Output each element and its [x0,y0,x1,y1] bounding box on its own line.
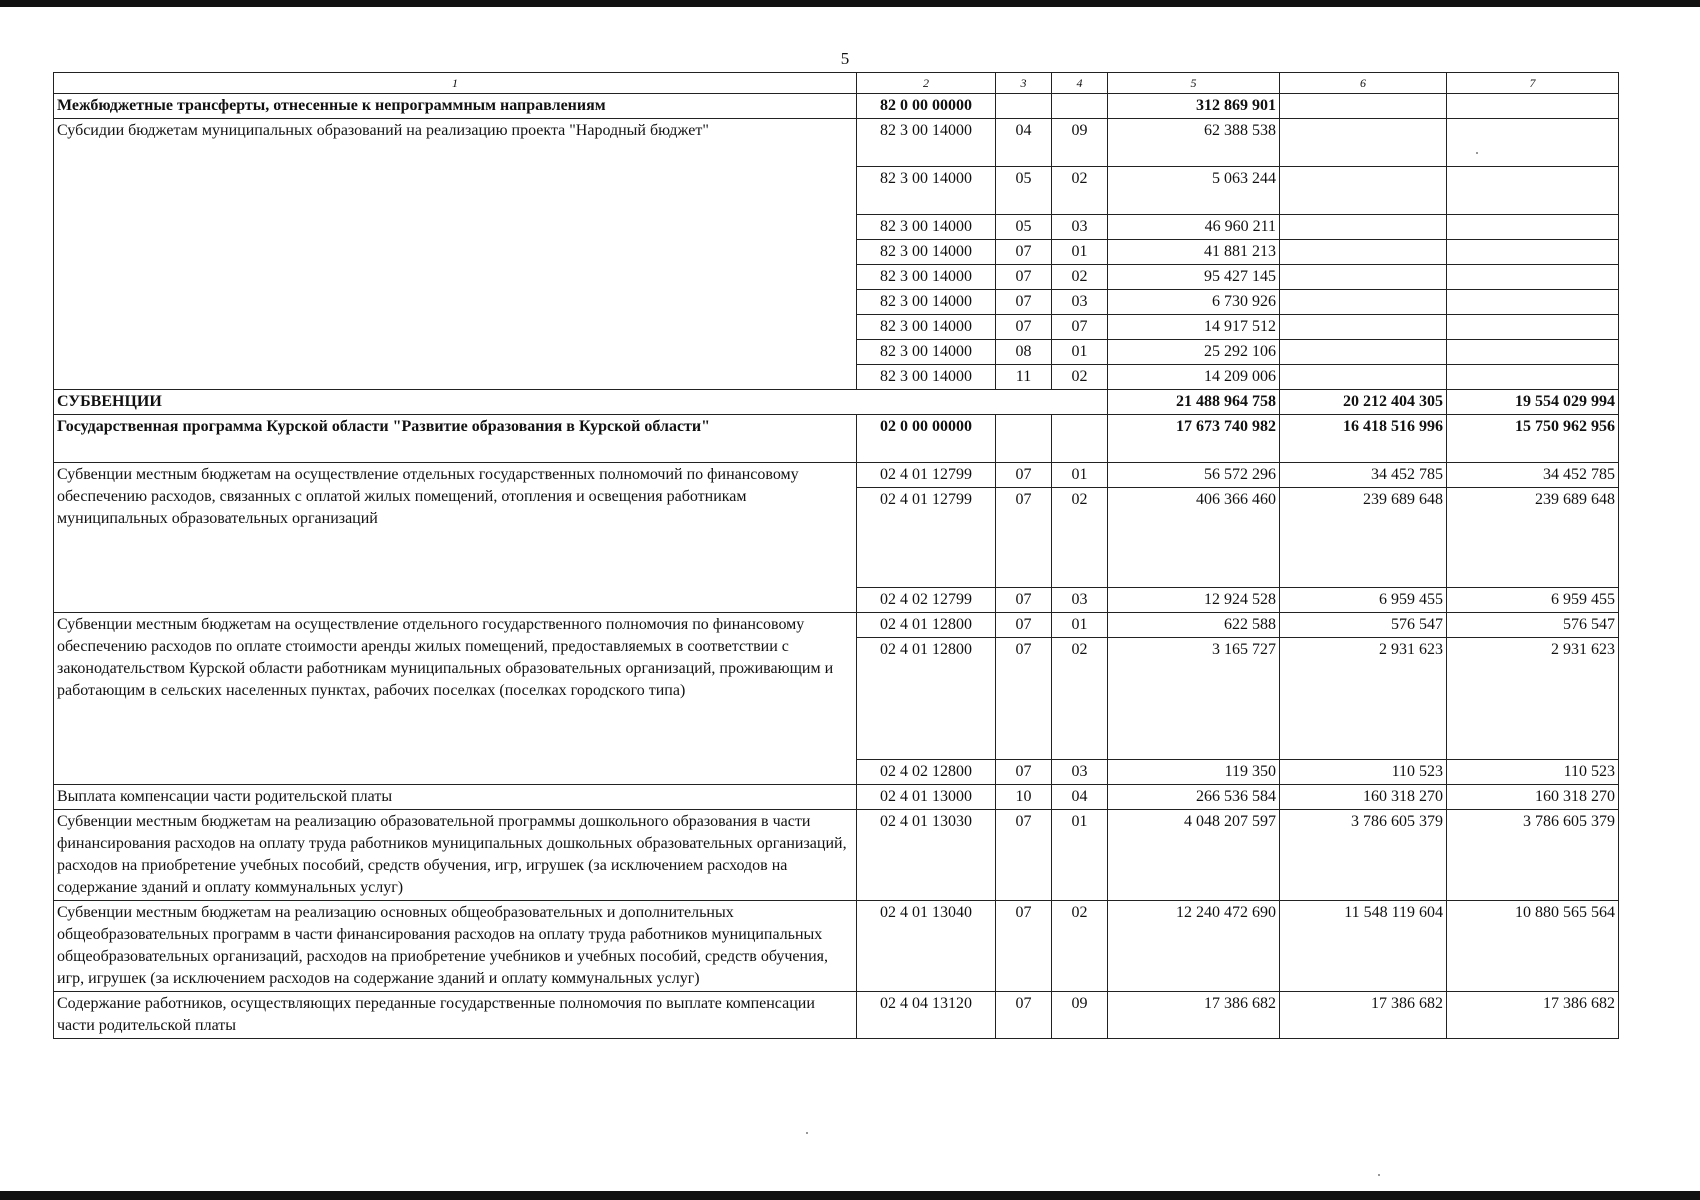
row-section: 11 [996,365,1052,390]
row-subsection: 01 [1052,240,1108,265]
row-value-5: 4 048 207 597 [1108,810,1280,901]
row-section: 07 [996,290,1052,315]
row-value-7 [1447,215,1619,240]
row-value-5: 14 209 006 [1108,365,1280,390]
row-value-5: 6 730 926 [1108,290,1280,315]
row-value-5: 41 881 213 [1108,240,1280,265]
row-code: 02 4 01 13030 [857,810,996,901]
row-section: 05 [996,215,1052,240]
row-value-5: 12 240 472 690 [1108,901,1280,992]
row-name: Субвенции местным бюджетам на осуществление отдельного государственного полномочия по финансовому обеспечению расходов по оплате стоимости аренды жилых помещений, предоставляемых в соответствии с законодательством Курской области работникам муниципальных образовательных организаций, проживающим и работающим в сельских населенных пунктах, рабочих поселках (поселках городского типа) [54,613,857,785]
row-subsection: 02 [1052,365,1108,390]
row-value-6 [1280,290,1447,315]
row-value-7: 34 452 785 [1447,463,1619,488]
row-code: 02 4 04 13120 [857,992,996,1039]
row-value-5: 17 386 682 [1108,992,1280,1039]
row-name: Межбюджетные трансферты, отнесенные к непрограммным направлениям [54,94,857,119]
row-value-6: 20 212 404 305 [1280,390,1447,415]
row-name: Государственная программа Курской области "Развитие образования в Курской области" [54,415,857,463]
row-value-7 [1447,167,1619,215]
row-value-6: 34 452 785 [1280,463,1447,488]
row-value-5: 5 063 244 [1108,167,1280,215]
row-subsection: 02 [1052,265,1108,290]
row-code: 82 3 00 14000 [857,119,996,167]
row-subsection: 02 [1052,638,1108,760]
scan-border-top [0,0,1700,7]
row-code: 82 3 00 14000 [857,340,996,365]
row-section [996,94,1052,119]
row-value-7: 6 959 455 [1447,588,1619,613]
row-value-6: 11 548 119 604 [1280,901,1447,992]
row-subsection: 03 [1052,760,1108,785]
row-value-6: 17 386 682 [1280,992,1447,1039]
row-section: 08 [996,340,1052,365]
row-value-7: 2 931 623 [1447,638,1619,760]
row-section: 10 [996,785,1052,810]
row-value-7 [1447,290,1619,315]
row-value-6 [1280,340,1447,365]
row-value-7: 3 786 605 379 [1447,810,1619,901]
table-row [54,390,1619,415]
row-value-5: 406 366 460 [1108,488,1280,588]
page-number: 5 [840,49,850,68]
row-value-6: 239 689 648 [1280,488,1447,588]
row-section: 07 [996,265,1052,290]
col-header-4: 4 [1052,73,1108,94]
row-subsection: 01 [1052,810,1108,901]
row-code: 82 3 00 14000 [857,365,996,390]
row-code: 82 3 00 14000 [857,167,996,215]
table-row [54,810,1619,901]
row-code: 02 4 01 12799 [857,463,996,488]
row-section: 07 [996,240,1052,265]
row-value-7: 17 386 682 [1447,992,1619,1039]
row-code: 02 4 02 12800 [857,760,996,785]
row-subsection: 07 [1052,315,1108,340]
table-row [54,992,1619,1039]
row-value-5: 14 917 512 [1108,315,1280,340]
row-value-6 [1280,167,1447,215]
row-value-5: 3 165 727 [1108,638,1280,760]
row-value-5: 62 388 538 [1108,119,1280,167]
row-subsection: 01 [1052,340,1108,365]
row-value-7: 110 523 [1447,760,1619,785]
table-row [54,415,1619,463]
row-value-6 [1280,365,1447,390]
row-value-5: 17 673 740 982 [1108,415,1280,463]
row-value-5: 119 350 [1108,760,1280,785]
row-value-6: 576 547 [1280,613,1447,638]
row-subsection: 09 [1052,119,1108,167]
row-code: 02 4 01 13000 [857,785,996,810]
scan-speck [806,1132,808,1134]
row-name: СУБВЕНЦИИ [54,390,1108,415]
row-value-7: 576 547 [1447,613,1619,638]
row-code: 82 3 00 14000 [857,290,996,315]
row-value-5: 95 427 145 [1108,265,1280,290]
row-section: 07 [996,901,1052,992]
table-row [54,785,1619,810]
row-value-5: 12 924 528 [1108,588,1280,613]
row-value-5: 21 488 964 758 [1108,390,1280,415]
row-code: 02 4 01 12800 [857,613,996,638]
table-row [54,901,1619,992]
row-name: Субвенции местным бюджетам на осуществление отдельных государственных полномочий по финансовому обеспечению расходов, связанных с оплатой жилых помещений, отопления и освещения работникам муниципальных образовательных организаций [54,463,857,613]
row-subsection: 04 [1052,785,1108,810]
row-code: 02 4 01 12800 [857,638,996,760]
row-section: 07 [996,488,1052,588]
row-name: Субвенции местным бюджетам на реализацию образовательной программы дошкольного образования в части финансирования расходов на оплату труда работников муниципальных дошкольных образовательных организаций, расходов на приобретение учебных пособий, средств обучения, игр, игрушек (за исключением расходов на содержание зданий и оплату коммунальных услуг) [54,810,857,901]
row-value-7 [1447,119,1619,167]
row-value-7: 160 318 270 [1447,785,1619,810]
row-subsection: 01 [1052,613,1108,638]
row-value-7 [1447,315,1619,340]
row-subsection: 09 [1052,992,1108,1039]
table-row [54,119,1619,167]
row-name: Выплата компенсации части родительской платы [54,785,857,810]
row-subsection: 02 [1052,488,1108,588]
row-name: Содержание работников, осуществляющих переданные государственные полномочия по выплате компенсации части родительской платы [54,992,857,1039]
row-subsection [1052,94,1108,119]
row-value-6: 110 523 [1280,760,1447,785]
col-header-1: 1 [54,73,857,94]
row-section: 07 [996,588,1052,613]
row-subsection: 01 [1052,463,1108,488]
row-value-5: 266 536 584 [1108,785,1280,810]
row-value-6: 3 786 605 379 [1280,810,1447,901]
row-section: 05 [996,167,1052,215]
row-section: 07 [996,992,1052,1039]
row-subsection: 03 [1052,290,1108,315]
row-value-6 [1280,240,1447,265]
row-code: 82 0 00 00000 [857,94,996,119]
row-code: 82 3 00 14000 [857,265,996,290]
row-value-5: 56 572 296 [1108,463,1280,488]
row-section [996,415,1052,463]
row-value-6 [1280,119,1447,167]
budget-table [53,72,1619,1039]
row-name: Субсидии бюджетам муниципальных образований на реализацию проекта "Народный бюджет" [54,119,857,390]
table-row [54,613,1619,638]
row-section: 07 [996,315,1052,340]
row-value-7 [1447,340,1619,365]
row-subsection: 02 [1052,901,1108,992]
row-value-7 [1447,265,1619,290]
row-value-6: 16 418 516 996 [1280,415,1447,463]
row-section: 07 [996,638,1052,760]
row-value-5: 46 960 211 [1108,215,1280,240]
row-value-6 [1280,94,1447,119]
col-header-2: 2 [857,73,996,94]
row-name: Субвенции местным бюджетам на реализацию основных общеобразовательных и дополнительных общеобразовательных программ в части финансирования расходов на оплату труда работников муниципальных общеобразовательных организаций, расходов на приобретение учебников и учебных пособий, средств обучения, игр, игрушек (за исключением расходов на содержание зданий и оплату коммунальных услуг) [54,901,857,992]
col-header-6: 6 [1280,73,1447,94]
row-section: 07 [996,463,1052,488]
row-code: 82 3 00 14000 [857,315,996,340]
row-value-6 [1280,265,1447,290]
col-header-7: 7 [1447,73,1619,94]
row-section: 07 [996,613,1052,638]
scan-border-bottom [0,1191,1700,1200]
row-value-7 [1447,240,1619,265]
scan-speck [1378,1174,1380,1176]
row-subsection [1052,415,1108,463]
scan-speck [1476,152,1478,154]
row-value-6 [1280,215,1447,240]
row-code: 02 0 00 00000 [857,415,996,463]
row-value-7 [1447,365,1619,390]
row-value-7 [1447,94,1619,119]
row-code: 02 4 01 13040 [857,901,996,992]
row-code: 82 3 00 14000 [857,240,996,265]
col-header-5: 5 [1108,73,1280,94]
table-row [54,94,1619,119]
row-value-6 [1280,315,1447,340]
row-value-7: 10 880 565 564 [1447,901,1619,992]
header-row [54,73,1619,94]
row-code: 02 4 01 12799 [857,488,996,588]
row-code: 02 4 02 12799 [857,588,996,613]
row-subsection: 03 [1052,215,1108,240]
row-section: 07 [996,760,1052,785]
row-section: 07 [996,810,1052,901]
row-value-7: 239 689 648 [1447,488,1619,588]
row-value-7: 15 750 962 956 [1447,415,1619,463]
table-row [54,463,1619,488]
row-value-6: 2 931 623 [1280,638,1447,760]
row-subsection: 03 [1052,588,1108,613]
row-subsection: 02 [1052,167,1108,215]
row-section: 04 [996,119,1052,167]
row-code: 82 3 00 14000 [857,215,996,240]
row-value-5: 622 588 [1108,613,1280,638]
row-value-6: 6 959 455 [1280,588,1447,613]
row-value-5: 312 869 901 [1108,94,1280,119]
row-value-7: 19 554 029 994 [1447,390,1619,415]
col-header-3: 3 [996,73,1052,94]
row-value-5: 25 292 106 [1108,340,1280,365]
row-value-6: 160 318 270 [1280,785,1447,810]
